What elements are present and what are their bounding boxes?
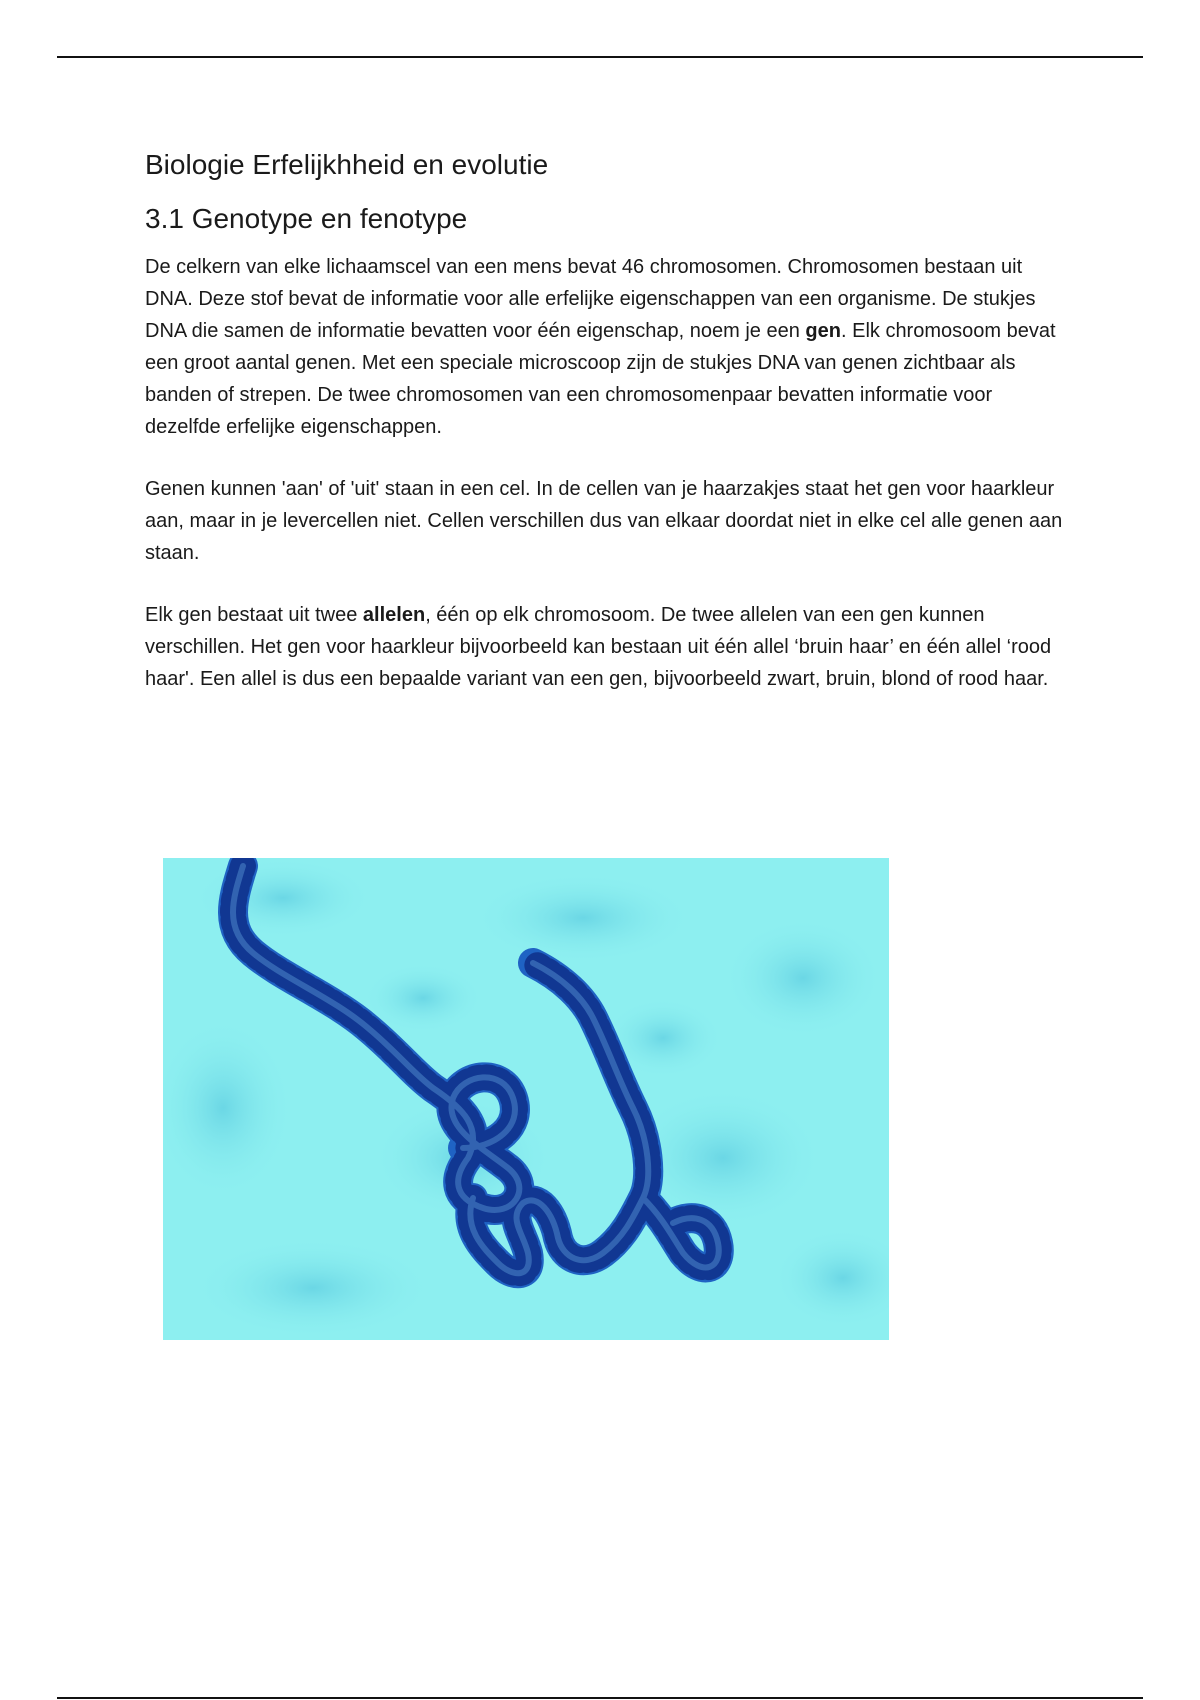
chromosome-image [163,858,889,1340]
footer-rule [57,1697,1143,1699]
paragraph-gene-expression: Genen kunnen 'aan' of 'uit' staan in een cel. In de cellen van je haarzakjes staat het gen voor haarkleur aan, maar in je levercellen niet. Cellen verschillen dus van elkaar doordat niet in elke cel alle genen aan staan. [145,478,1063,564]
term-gen: gen [805,320,841,342]
paragraph-text: Elk gen bestaat uit twee [145,604,363,626]
document-body [145,145,1065,725]
document-title: Biologie Erfelijkhheid en evolutie [145,149,549,180]
term-allelen: allelen [362,604,426,626]
paragraph-text: De celkern van elke lichaamscel van een mens bevat 46 chromosomen. Chromosomen bestaan uit DNA. Deze stof bevat de informatie voor alle erfelijke eigenschappen van een organisme. De stukjes DNA die samen de informatie bevatten voor één eigenschap, noem je een [145,256,1036,342]
chromosome-micrograph [163,858,889,1340]
paragraph-chromosomes [145,251,1065,443]
paragraph-alleles [145,599,1065,695]
header-rule [57,56,1143,58]
paragraph-text: . Elk chromosoom bevat een groot aantal genen. Met een speciale microscoop zijn de stukjes DNA van genen zichtbaar als banden of strepen. De twee chromosomen van een chromosomenpaar bevatten informatie voor dezelfde erfelijke eigenschappen. [145,320,1056,438]
section-heading: 3.1 Genotype en fenotype [145,203,468,234]
paragraph-text: , één op elk chromosoom. De twee allelen van een gen kunnen verschillen. Het gen voor haarkleur bijvoorbeeld kan bestaan uit één allel ‘bruin haar’ en één allel ‘rood haar'. Een allel is dus een bepaalde variant van een gen, bijvoorbeeld zwart, bruin, blond of rood haar. [145,604,1052,690]
